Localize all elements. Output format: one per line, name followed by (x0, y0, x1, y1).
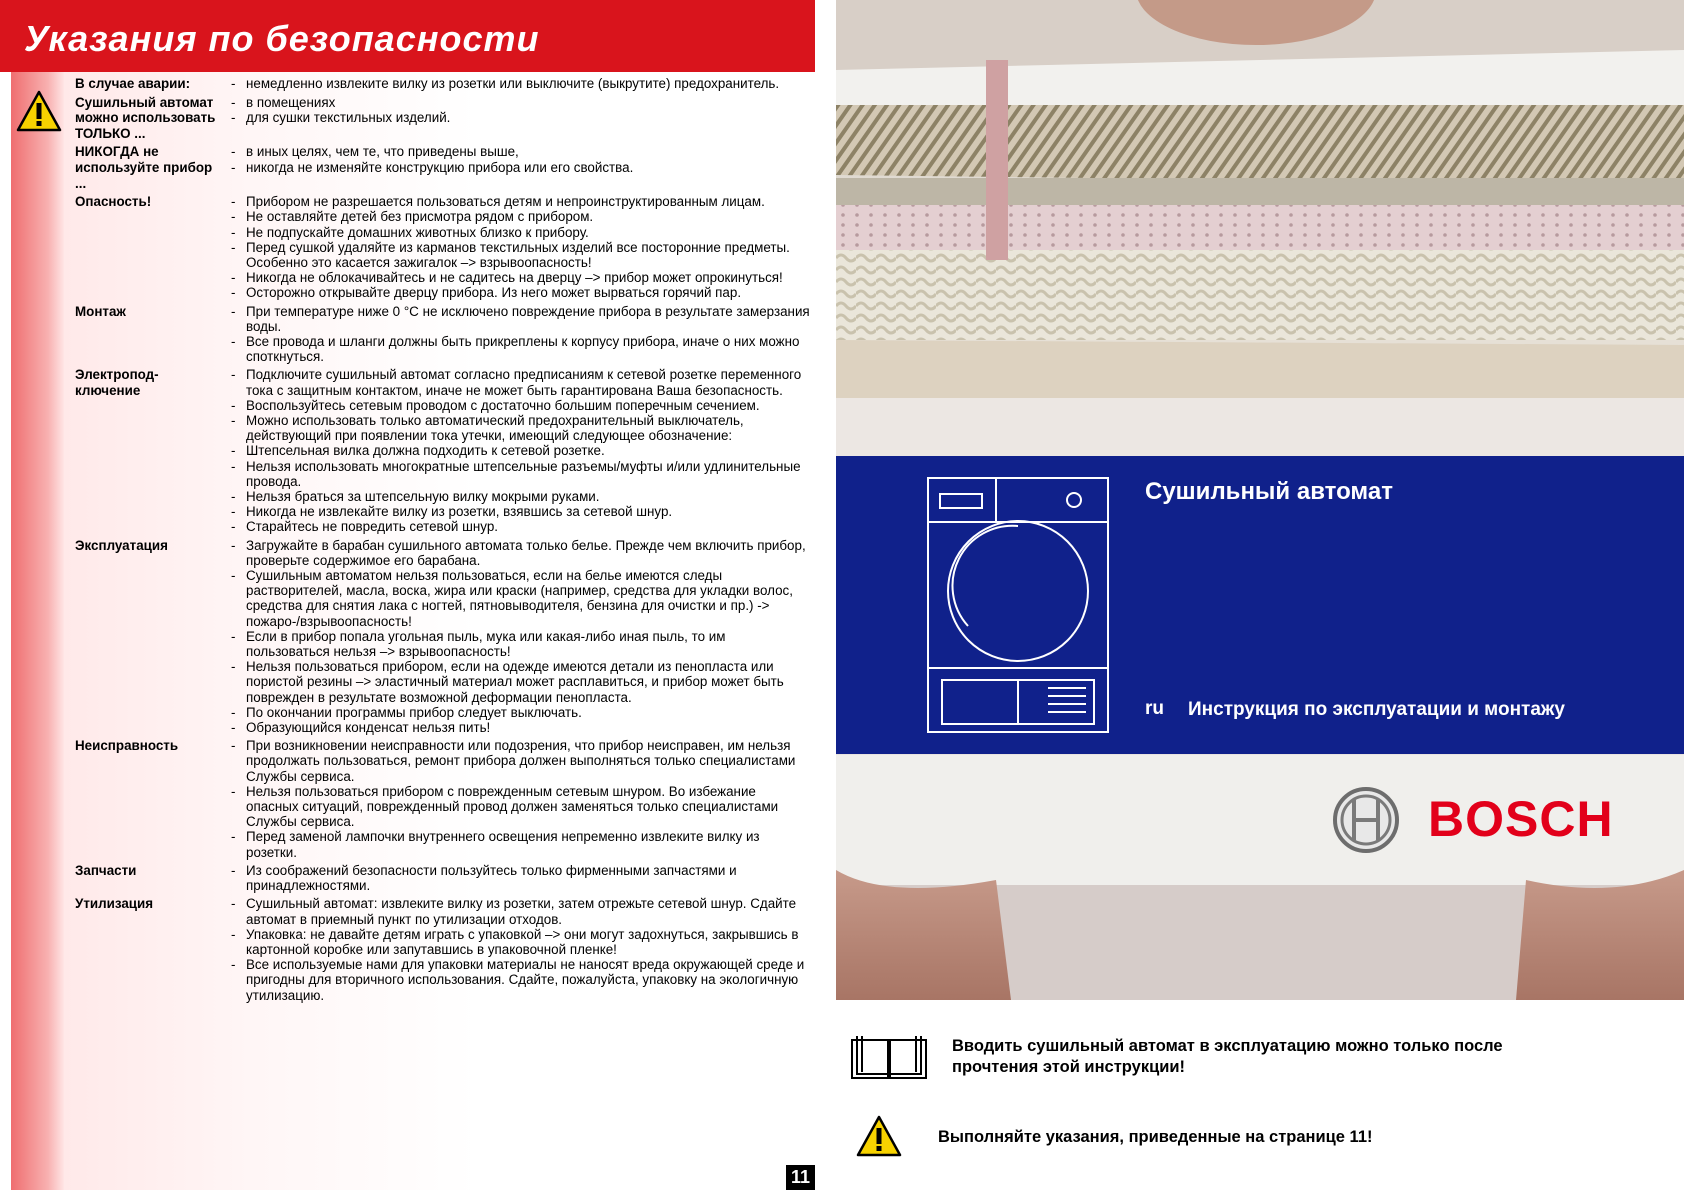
section-label: В случае аварии: (75, 76, 191, 91)
section-item: - Старайтесь не повредить сетевой шнур. (229, 519, 810, 534)
section-item: - Подключите сушильный автомат согласно предписаниям к сетевой розетке переменного тока с защитным контактом, иначе не может быть гарантирована Ваша безопасность. (229, 367, 810, 397)
language-code: ru (1145, 698, 1164, 719)
section-item: - Нельзя пользоваться прибором с поврежденным сетевым шнуром. Во избежание опасных ситуаций, поврежденный провод должен заменяться только специалистами Службы сервиса. (229, 784, 810, 830)
side-band (11, 72, 64, 1190)
manual-title: Инструкция по эксплуатации и монтажу (1188, 699, 1565, 720)
left-page (0, 0, 815, 1190)
section-item: - Нельзя использовать многократные штепсельные разъемы/муфты и/или удлинительные провода. (229, 459, 810, 489)
product-title: Сушильный автомат (1145, 478, 1393, 505)
section-items (229, 194, 810, 300)
section-items (229, 738, 810, 860)
section-item: - По окончании программы прибор следует выключать. (229, 705, 810, 720)
section-item: - Сушильным автоматом нельзя пользоваться, если на белье имеются следы растворителей, масла, воска, жира или краски (например, средства для укладки волос, средства для снятия лака с ногтей, пятновыводителя, бензина для очистки и пр.) -> пожаро-/взрывоопасность! (229, 568, 810, 629)
header-bar (0, 0, 815, 72)
section-items (229, 304, 810, 365)
page-number: 11 (786, 1165, 815, 1190)
section-label: Неисправность (75, 738, 179, 754)
section-item: - Перед заменой лампочки внутреннего освещения непременно извлеките вилку из розетки. (229, 829, 810, 859)
section-label: Опасность! (75, 194, 152, 210)
section-item: - Нельзя пользоваться прибором, если на одежде имеются детали из пенопласта или пористой резины –> эластичный материал может расплавиться, и прибор может быть поврежден в результате возможной деформации пенопласта. (229, 659, 810, 705)
warning-triangle-icon (16, 90, 62, 132)
section-item: - При температуре ниже 0 °C не исключено повреждение прибора в результате замерзания воды. (229, 304, 810, 334)
section-label: Запчасти (75, 862, 137, 878)
section-item: - Упаковка: не давайте детям играть с упаковкой –> они могут задохнуться, закрывшись в картонной коробке или запутавшись в упаковочной пленке! (229, 927, 810, 957)
section-item: - в помещениях (229, 95, 810, 110)
section-item: - Все используемые нами для упаковки материалы не наносят вреда окружающей среде и пригодны для вторичного использования. Сдайте, пожалуйста, упаковку на экологичную утилизацию. (229, 957, 810, 1003)
section-items (229, 863, 810, 893)
section-item: - Никогда не извлекайте вилку из розетки, взявшись за сетевой шнур. (229, 504, 810, 519)
section-items (229, 367, 810, 534)
section-items (229, 95, 810, 142)
read-instructions-notice: Вводить сушильный автомат в эксплуатацию можно только после прочтения этой инструкции! (952, 1037, 1503, 1076)
safety-section (75, 144, 810, 191)
book-icon (850, 1032, 928, 1082)
section-item: - Штепсельная вилка должна подходить к сетевой розетке. (229, 443, 810, 458)
section-item: - Воспользуйтесь сетевым проводом с достаточно большим поперечным сечением. (229, 398, 810, 413)
safety-sections (75, 76, 810, 1006)
section-item: - Можно использовать только автоматический предохранительный выключатель, действующий при появлении тока утечки, имеющий следующее обозначение: (229, 413, 810, 443)
cover-page (836, 0, 1684, 1190)
safety-section (75, 538, 810, 736)
section-item: - Никогда не облокачивайтесь и не садитесь на дверцу –> прибор может опрокинуться! (229, 270, 810, 285)
bosch-logo-icon (1332, 786, 1400, 854)
section-item: - Сушильный автомат: извлеките вилку из розетки, затем отрежьте сетевой шнур. Сдайте автомат в приемный пункт по утилизации отходов. (229, 896, 810, 926)
safety-section (75, 738, 810, 860)
section-label: Электропод- ключение (75, 367, 159, 398)
brand-name: BOSCH (1428, 791, 1614, 847)
section-item: - Не подпускайте домашних животных близко к прибору. (229, 225, 810, 240)
section-items (229, 76, 810, 92)
section-item: - Образующийся конденсат нельзя пить! (229, 720, 810, 735)
section-item: - При возникновении неисправности или подозрения, что прибор неисправен, им нельзя продолжать пользоваться, ремонт прибора должен выполняться только специалистами Службы сервиса. (229, 738, 810, 784)
section-item: - никогда не изменяйте конструкцию прибора или его свойства. (229, 160, 810, 175)
section-label: НИКОГДА не используйте прибор ... (75, 144, 213, 191)
section-item: - Все провода и шланги должны быть прикреплены к корпусу прибора, иначе о них можно споткнуться. (229, 334, 810, 364)
section-item: - Перед сушкой удаляйте из карманов текстильных изделий все посторонние предметы. Особенно это касается зажигалок –> взрывоопасность! (229, 240, 810, 270)
safety-section (75, 95, 810, 142)
safety-section (75, 367, 810, 534)
section-item: - для сушки текстильных изделий. (229, 110, 810, 125)
section-item: - Нельзя браться за штепсельную вилку мокрыми руками. (229, 489, 810, 504)
safety-section (75, 896, 810, 1002)
section-label: Утилизация (75, 896, 154, 912)
section-label: Эксплуатация (75, 537, 168, 553)
section-items (229, 538, 810, 736)
section-label: Сушильный автомат можно использовать ТОЛЬКО ... (75, 94, 216, 141)
section-item: - немедленно извлеките вилку из розетки или выключите (выкрутите) предохранитель. (229, 76, 810, 91)
section-item: - Если в прибор попала угольная пыль, мука или какая-либо иная пыль, то им пользоваться нельзя –> взрывоопасность! (229, 629, 810, 659)
section-item: - Из соображений безопасности пользуйтесь только фирменными запчастями и принадлежностями. (229, 863, 810, 893)
dryer-illustration (926, 476, 1110, 734)
safety-section (75, 76, 810, 92)
section-items (229, 144, 810, 191)
page-title: Указания по безопасности (24, 18, 540, 59)
warning-triangle-icon (856, 1115, 902, 1157)
section-item: - Осторожно открывайте дверцу прибора. Из него может вырваться горячий пар. (229, 285, 810, 300)
safety-reference-notice: Выполняйте указания, приведенные на странице 11! (938, 1128, 1373, 1146)
section-label: Монтаж (75, 303, 126, 319)
safety-section (75, 863, 810, 893)
section-item: - Не оставляйте детей без присмотра рядом с прибором. (229, 209, 810, 224)
safety-section (75, 194, 810, 300)
section-items (229, 896, 810, 1002)
safety-section (75, 304, 810, 365)
section-item: - Загружайте в барабан сушильного автомата только белье. Прежде чем включить прибор, проверьте содержимое его барабана. (229, 538, 810, 568)
section-item: - Прибором не разрешается пользоваться детям и непроинструктированным лицам. (229, 194, 810, 209)
section-item: - в иных целях, чем те, что приведены выше, (229, 144, 810, 159)
